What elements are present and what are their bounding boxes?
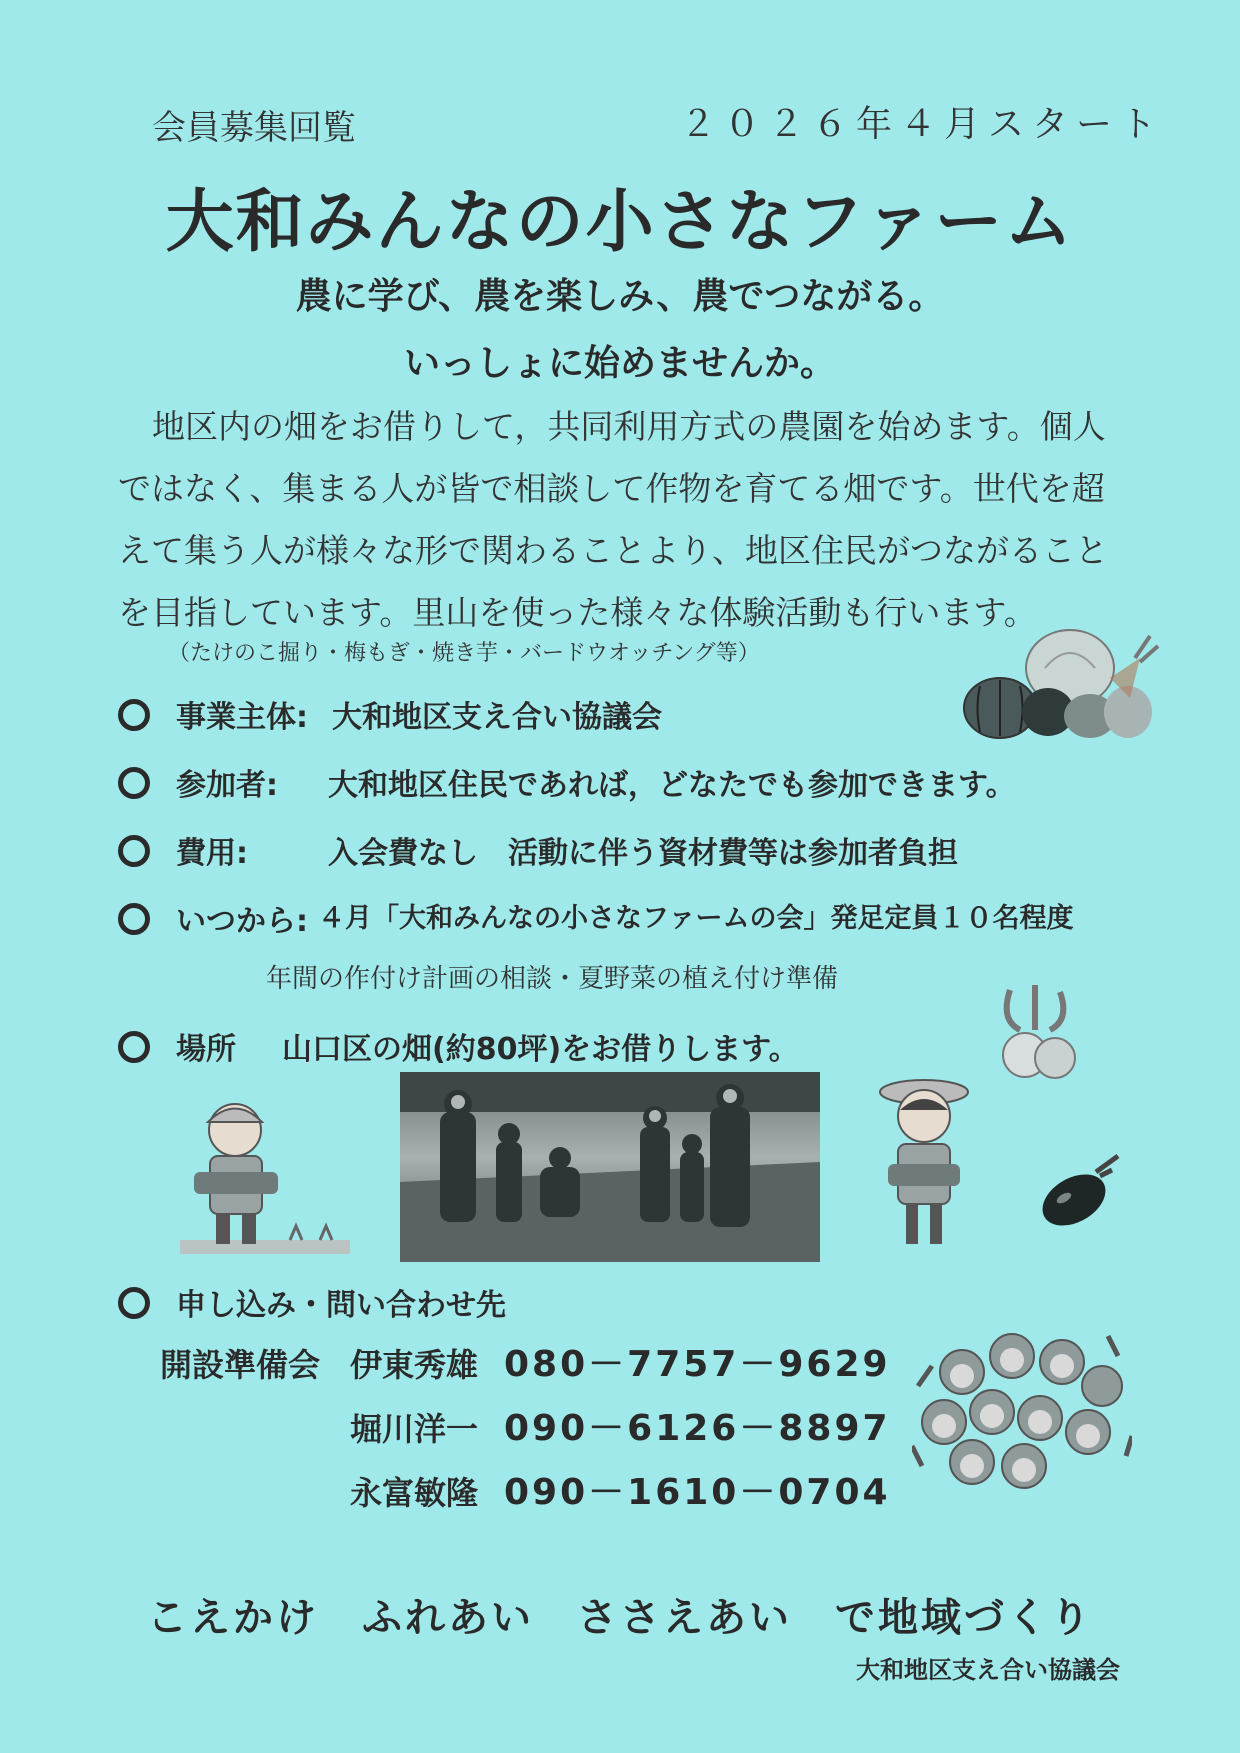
turnip-icon [980,980,1090,1090]
intro-line: を目指しています。里山を使った様々な体験活動も行います。 [118,593,1037,632]
contact-name: 伊東秀雄 [350,1346,479,1384]
item-value: 入会費なし 活動に伴う資材費等は参加者負担 [328,836,958,871]
contact-group: 開設準備会 [160,1346,321,1384]
item-label: いつから: [176,904,308,939]
item-value: 大和地区支え合い協議会 [332,700,662,735]
item-place [118,1024,799,1068]
tagline-1: 農に学び、農を楽しみ、農でつながる。 [295,276,945,317]
farmer-man-illustration [180,1090,350,1260]
circular-label: 会員募集回覧 [152,108,356,148]
bullet-icon [118,1287,150,1319]
intro-note: （たけのこ掘り・梅もぎ・焼き芋・バードウオッチング等） [168,641,760,666]
family-farming-photo [400,1072,820,1262]
contact-name: 永富敏隆 [350,1474,479,1512]
item-cost [118,828,958,872]
item-value: 大和地区住民であれば，どなたでも参加できます。 [328,768,1016,803]
intro-line: 地区内の畑をお借りして，共同利用方式の農園を始めます。個人 [152,407,1106,446]
start-date: ２０２６年４月スタート [680,104,1165,145]
intro-paragraph [118,396,1138,644]
item-label: 場所 [176,1032,236,1067]
item-value: ４月「大和みんなの小さなファームの会」発足定員１０名程度 [318,903,1074,934]
contact-heading: 申し込み・問い合わせ先 [176,1288,506,1323]
item-label: 費用: [176,836,248,871]
contact-heading-row [118,1280,506,1324]
contact-name: 堀川洋一 [350,1410,479,1448]
intro-line: ではなく、集まる人が皆で相談して作物を育てる畑です。世代を超 [118,469,1105,508]
bullet-icon [118,903,150,935]
contact-phone: 080－7757－9629 [504,1344,891,1385]
farmer-woman-illustration [872,1070,982,1250]
intro-line: えて集う人が様々な形で関わることより、地区住民がつながること [118,531,1108,570]
bullet-icon [118,835,150,867]
item-value: 山口区の畑(約80坪)をお借りします。 [282,1032,799,1067]
tagline-2: いっしょに始めませんか。 [403,343,836,384]
eggplant-icon [1036,1150,1126,1230]
item-start [118,896,1074,940]
start-note: 年間の作付け計画の相談・夏野菜の植え付け準備 [266,964,839,994]
item-label: 参加者: [176,768,278,803]
vegetables-illustration [960,628,1160,748]
item-label: 事業主体: [176,700,308,735]
page-title: 大和みんなの小さなファーム [165,183,1075,262]
slogan: こえかけ ふれあい ささえあい で地域づくり [147,1595,1093,1641]
contact-phone: 090－6126－8897 [504,1408,891,1449]
crowd-cheering-illustration [912,1326,1132,1502]
footer-organization: 大和地区支え合い協議会 [856,1656,1120,1684]
contact-phone: 090－1610－0704 [504,1472,891,1513]
bullet-icon [118,767,150,799]
item-operator [118,692,662,736]
item-participants [118,760,1016,804]
bullet-icon [118,1031,150,1063]
bullet-icon [118,699,150,731]
